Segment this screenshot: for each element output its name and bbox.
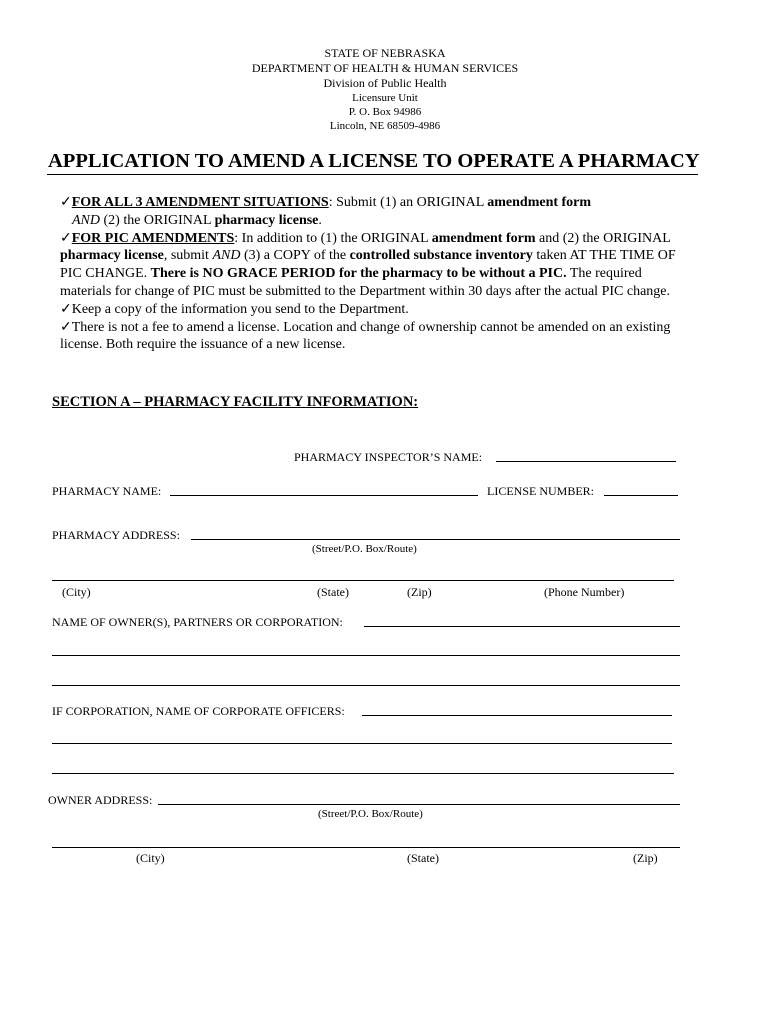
header-department: DEPARTMENT OF HEALTH & HUMAN SERVICES <box>251 61 519 75</box>
pharmacy-address-label: PHARMACY ADDRESS: <box>52 528 180 542</box>
instruction-item-1: ✓FOR ALL 3 AMENDMENT SITUATIONS: Submit (1) an ORIGINAL amendment form AND (2) the ORIGINAL pharmacy license. <box>60 195 592 228</box>
page-title: APPLICATION TO AMEND A LICENSE TO OPERATE A PHARMACY <box>48 150 700 172</box>
zip-hint: (Zip) <box>407 585 432 599</box>
owner-street-field[interactable] <box>158 804 680 805</box>
street-hint: (Street/P.O. Box/Route) <box>312 543 417 555</box>
owner-street-hint: (Street/P.O. Box/Route) <box>318 808 423 820</box>
license-number-label: LICENSE NUMBER: <box>487 484 595 498</box>
pharmacy-name-label: PHARMACY NAME: <box>52 484 162 498</box>
inspector-name-field[interactable] <box>496 461 676 462</box>
state-hint: (State) <box>317 585 349 599</box>
phone-hint: (Phone Number) <box>544 585 625 599</box>
check-icon: ✓ <box>60 230 72 246</box>
owner-names-label: NAME OF OWNER(S), PARTNERS OR CORPORATION: <box>52 615 343 629</box>
check-icon: ✓ <box>60 301 72 317</box>
instruction-item-2: ✓FOR PIC AMENDMENTS: In addition to (1) the ORIGINAL amendment form and (2) the ORIGINAL pharmacy license, submit AND (3) a COPY of the controlled substance inventory taken AT THE TIME OF PIC CHANGE. There is NO GRACE PERIOD for the pharmacy to be without a PIC. The required materials for change of PIC must be submitted to the Department within 30 days after the actual PIC change. <box>60 230 676 299</box>
instruction-item-3: ✓Keep a copy of the information you send to the Department. <box>60 301 409 317</box>
header-state: STATE OF NEBRASKA <box>324 46 446 60</box>
inspector-name-label: PHARMACY INSPECTOR’S NAME: <box>294 450 483 464</box>
header-city-zip: Lincoln, NE 68509-4986 <box>329 120 441 132</box>
owner-names-field-2[interactable] <box>52 655 680 656</box>
officers-field-2[interactable] <box>52 743 672 744</box>
instructions <box>60 194 690 354</box>
instruction-item-4: ✓There is not a fee to amend a license. Location and change of ownership cannot be amended on an existing license. Both require the issuance of a new license. <box>60 319 671 353</box>
owner-names-field-1[interactable] <box>364 626 680 627</box>
owner-state-hint: (State) <box>407 851 439 865</box>
check-icon: ✓ <box>60 195 72 210</box>
owner-city-state-zip-field[interactable] <box>52 847 680 848</box>
city-hint: (City) <box>62 585 91 599</box>
header-po-box: P. O. Box 94986 <box>348 106 422 118</box>
officers-field-1[interactable] <box>362 715 672 716</box>
owner-address-label: OWNER ADDRESS: <box>48 793 153 807</box>
owner-zip-hint: (Zip) <box>633 851 658 865</box>
header-division: Division of Public Health <box>323 76 447 90</box>
check-icon: ✓ <box>60 319 72 335</box>
license-number-field[interactable] <box>604 495 678 496</box>
section-a-heading: SECTION A – PHARMACY FACILITY INFORMATION: <box>52 394 419 410</box>
city-state-zip-phone-field[interactable] <box>52 580 674 581</box>
header-unit: Licensure Unit <box>352 92 418 104</box>
owner-names-field-3[interactable] <box>52 685 680 686</box>
officers-label: IF CORPORATION, NAME OF CORPORATE OFFICERS: <box>52 704 345 718</box>
title-underline <box>47 174 698 175</box>
owner-city-hint: (City) <box>136 851 165 865</box>
pharmacy-name-field[interactable] <box>170 495 478 496</box>
officers-field-3[interactable] <box>52 773 674 774</box>
pharmacy-street-field[interactable] <box>191 539 680 540</box>
